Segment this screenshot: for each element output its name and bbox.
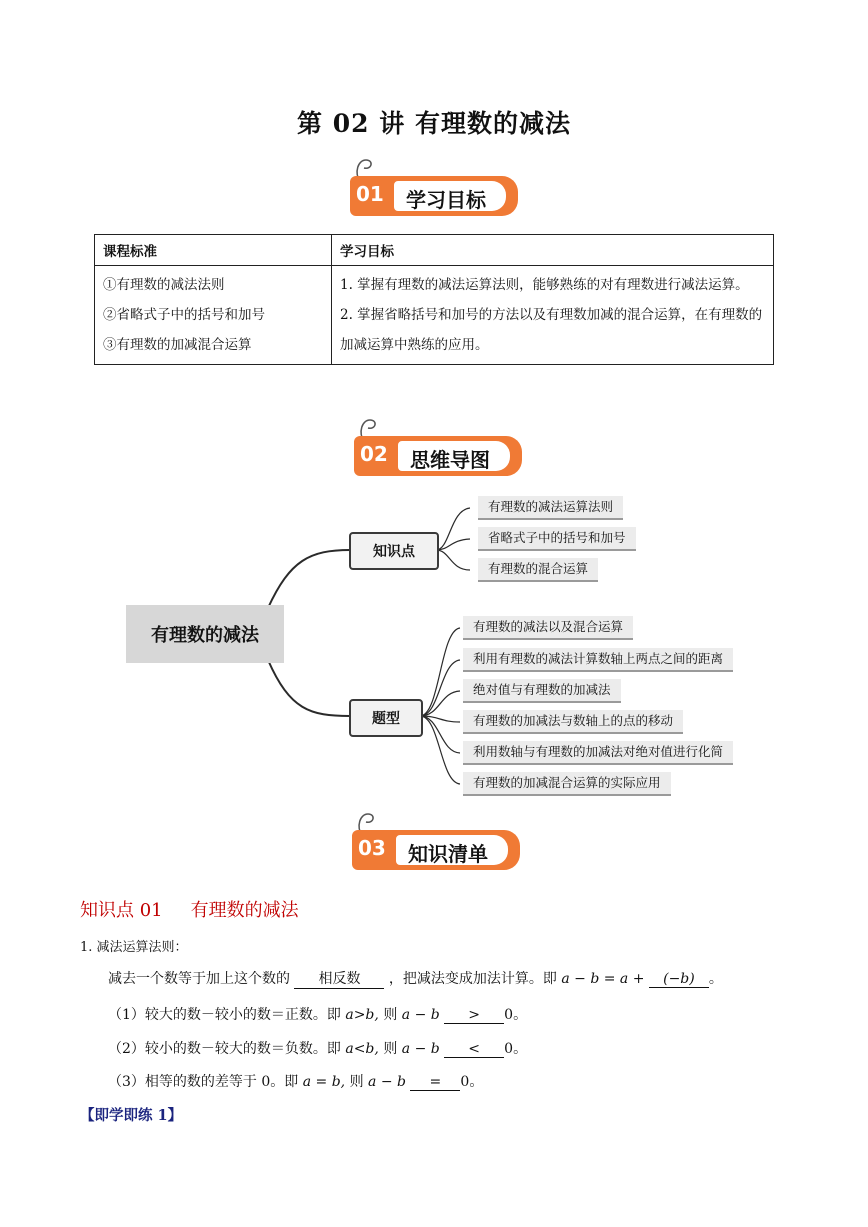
mindmap-leaf: 有理数的加减混合运算的实际应用: [463, 772, 671, 796]
standard-item: ①有理数的减法法则: [103, 277, 225, 293]
practice-heading: 【即学即练 1】: [80, 1107, 183, 1124]
standard-item: ②省略式子中的括号和加号: [103, 307, 265, 323]
standards-cell: [95, 266, 332, 365]
rule-text: ，把减法变成加法计算。即: [388, 971, 557, 987]
case-text: （1）较大的数－较小的数＝正数。即: [108, 1007, 341, 1023]
rule-formula: a − b = a +: [561, 971, 645, 987]
section-label: 学习目标: [406, 188, 486, 212]
mindmap-leaf: 利用数轴与有理数的加减法对绝对值进行化简: [463, 741, 733, 765]
answer-blank: <: [444, 1041, 504, 1058]
mindmap-root: 有理数的减法: [126, 605, 284, 663]
case-condition: a<b,: [345, 1041, 379, 1057]
mindmap-leaf: 有理数的减法以及混合运算: [463, 616, 633, 640]
case-tail: 0。: [460, 1074, 484, 1090]
goal-item: 2. 掌握省略括号和加号的方法以及有理数加减的混合运算，在有理数的加减运算中熟练的应用。: [340, 307, 763, 353]
mindmap-leaf: 有理数的加减法与数轴上的点的移动: [463, 710, 683, 734]
standard-item: ③有理数的加减混合运算: [103, 337, 252, 353]
rule-heading: 1. 减法运算法则：: [80, 940, 188, 955]
knowledge-point-label: 知识点 01: [80, 900, 163, 921]
case-line: [108, 1004, 527, 1024]
case-condition: a>b,: [345, 1007, 379, 1023]
rule-line: [108, 968, 723, 989]
mindmap-leaf: 有理数的混合运算: [478, 558, 598, 582]
case-expression: a − b: [368, 1074, 406, 1090]
answer-blank: =: [410, 1074, 460, 1091]
goals-cell: [332, 266, 774, 365]
page-title: 第 02 讲 有理数的减法: [297, 109, 571, 138]
mindmap-leaf: 绝对值与有理数的加减法: [463, 679, 621, 703]
case-then: 则: [383, 1041, 398, 1057]
goal-item: 1. 掌握有理数的减法运算法则，能够熟练的对有理数进行减法运算。: [340, 277, 749, 293]
case-text: （2）较小的数－较大的数＝负数。即: [108, 1041, 341, 1057]
case-condition: a = b,: [302, 1074, 346, 1090]
case-then: 则: [349, 1074, 364, 1090]
rule-text: 减去一个数等于加上这个数的: [108, 971, 290, 987]
section-badge-goals: [350, 176, 520, 216]
rule-end: 。: [708, 971, 723, 987]
answer-blank: (−b): [649, 971, 709, 988]
mindmap-leaf: 省略式子中的括号和加号: [478, 527, 636, 551]
section-badge-knowledge: [352, 830, 522, 870]
mind-map: [0, 480, 868, 810]
section-number: 02: [360, 442, 388, 466]
mindmap-branch-knowledge: 知识点: [349, 532, 439, 570]
table-header-standard: 课程标准: [95, 235, 332, 266]
answer-blank: 相反数: [294, 968, 384, 989]
mindmap-leaf: 有理数的减法运算法则: [478, 496, 623, 520]
case-tail: 0。: [504, 1041, 528, 1057]
goals-table: [94, 234, 774, 365]
case-expression: a − b: [401, 1041, 440, 1057]
section-label: 思维导图: [410, 448, 490, 472]
case-text: （3）相等的数的差等于 0。即: [108, 1074, 299, 1090]
case-tail: 0。: [504, 1007, 528, 1023]
section-number: 01: [356, 182, 384, 206]
mindmap-branch-questions: 题型: [349, 699, 423, 737]
knowledge-point-title: 有理数的减法: [190, 900, 299, 921]
section-badge-mindmap: [354, 436, 524, 476]
case-line: [108, 1038, 527, 1058]
section-number: 03: [358, 836, 386, 860]
section-label: 知识清单: [408, 842, 488, 866]
case-then: 则: [383, 1007, 398, 1023]
case-line: [108, 1071, 483, 1091]
knowledge-point-heading: [80, 896, 299, 922]
table-header-goal: 学习目标: [332, 235, 774, 266]
mindmap-leaf: 利用有理数的减法计算数轴上两点之间的距离: [463, 648, 733, 672]
case-expression: a − b: [401, 1007, 440, 1023]
answer-blank: >: [444, 1007, 504, 1024]
